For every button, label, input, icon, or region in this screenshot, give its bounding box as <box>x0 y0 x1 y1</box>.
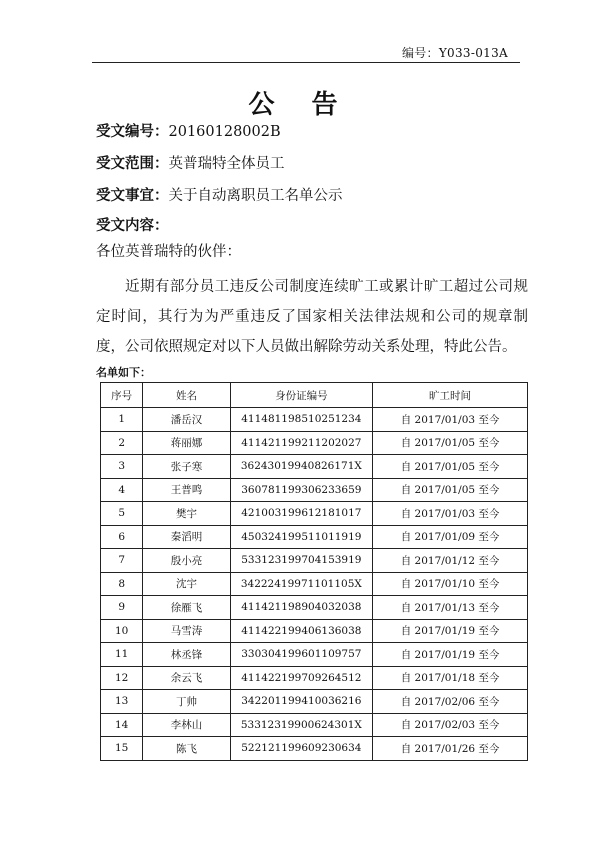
cell-absence-time: 自 2017/01/05 至今 <box>373 455 528 479</box>
cell-name: 马雪涛 <box>143 619 230 643</box>
cell-id-number: 522121199609230634 <box>230 737 373 761</box>
cell-index: 15 <box>101 737 143 761</box>
table-row <box>101 596 528 620</box>
field-content <box>96 214 169 235</box>
cell-name: 李林山 <box>143 713 230 737</box>
cell-absence-time: 自 2017/01/09 至今 <box>373 525 528 549</box>
table-row <box>101 408 528 432</box>
subject-value: 关于自动离职员工名单公示 <box>168 188 343 204</box>
cell-name: 蒋丽娜 <box>143 431 230 455</box>
cell-absence-time: 自 2017/01/03 至今 <box>373 502 528 526</box>
cell-index: 12 <box>101 666 143 690</box>
table-header-row <box>101 383 528 408</box>
cell-absence-time: 自 2017/01/05 至今 <box>373 431 528 455</box>
content-label: 受文内容： <box>96 217 169 234</box>
document-number: 编号：Y033-013A <box>401 46 508 60</box>
table-row <box>101 713 528 737</box>
cell-name: 林丞锋 <box>143 643 230 667</box>
doc-id-label: 受文编号： <box>96 123 169 140</box>
cell-id-number: 421003199612181017 <box>230 502 373 526</box>
cell-index: 5 <box>101 502 143 526</box>
cell-id-number: 411422199406136038 <box>230 619 373 643</box>
header-id-number: 身份证编号 <box>230 383 373 408</box>
table-row <box>101 572 528 596</box>
cell-name: 殷小亮 <box>143 549 230 573</box>
notice-title: 公 告 <box>248 90 352 120</box>
field-scope <box>96 152 285 173</box>
cell-id-number: 360781199306233659 <box>230 478 373 502</box>
header-index: 序号 <box>101 383 143 408</box>
cell-id-number: 450324199511011919 <box>230 525 373 549</box>
cell-absence-time: 自 2017/01/18 至今 <box>373 666 528 690</box>
cell-absence-time: 自 2017/01/19 至今 <box>373 643 528 667</box>
header-absence-time: 旷工时间 <box>373 383 528 408</box>
cell-id-number: 34222419971101105X <box>230 572 373 596</box>
cell-name: 余云飞 <box>143 666 230 690</box>
subject-label: 受文事宜： <box>96 187 169 204</box>
cell-index: 3 <box>101 455 143 479</box>
cell-id-number: 411422199709264512 <box>230 666 373 690</box>
cell-name: 沈宇 <box>143 572 230 596</box>
cell-id-number: 53312319900624301X <box>230 713 373 737</box>
table-body <box>101 408 528 761</box>
scope-label: 受文范围： <box>96 155 169 172</box>
table-row <box>101 737 528 761</box>
table-row <box>101 478 528 502</box>
cell-name: 樊宇 <box>143 502 230 526</box>
cell-index: 1 <box>101 408 143 432</box>
cell-absence-time: 自 2017/02/06 至今 <box>373 690 528 714</box>
cell-index: 6 <box>101 525 143 549</box>
cell-absence-time: 自 2017/01/26 至今 <box>373 737 528 761</box>
employee-table <box>100 382 528 761</box>
table-row <box>101 431 528 455</box>
cell-absence-time: 自 2017/01/05 至今 <box>373 478 528 502</box>
body-paragraph: 近期有部分员工违反公司制度连续旷工或累计旷工超过公司规定时间，其行为为严重违反了国家相关法律法规和公司的规章制度，公司依照规定对以下人员做出解除劳动关系处理，特此公告。 <box>96 279 528 355</box>
cell-name: 徐雁飞 <box>143 596 230 620</box>
cell-index: 8 <box>101 572 143 596</box>
scope-value: 英普瑞特全体员工 <box>168 156 285 172</box>
doc-id-value: 20160128002B <box>168 124 281 140</box>
header-name: 姓名 <box>143 383 230 408</box>
table-row <box>101 549 528 573</box>
field-subject <box>96 184 343 205</box>
cell-index: 2 <box>101 431 143 455</box>
table-row <box>101 643 528 667</box>
cell-name: 张子寒 <box>143 455 230 479</box>
cell-index: 13 <box>101 690 143 714</box>
table-row <box>101 690 528 714</box>
cell-name: 丁帅 <box>143 690 230 714</box>
greeting: 各位英普瑞特的伙伴： <box>96 244 241 260</box>
cell-id-number: 411421198904032038 <box>230 596 373 620</box>
cell-absence-time: 自 2017/01/10 至今 <box>373 572 528 596</box>
table-row <box>101 455 528 479</box>
table-row <box>101 525 528 549</box>
cell-absence-time: 自 2017/01/03 至今 <box>373 408 528 432</box>
field-doc-id <box>96 120 281 141</box>
cell-id-number: 411421199211202027 <box>230 431 373 455</box>
cell-index: 14 <box>101 713 143 737</box>
cell-id-number: 36243019940826171X <box>230 455 373 479</box>
cell-index: 10 <box>101 619 143 643</box>
table-row <box>101 619 528 643</box>
cell-absence-time: 自 2017/01/12 至今 <box>373 549 528 573</box>
cell-absence-time: 自 2017/01/13 至今 <box>373 596 528 620</box>
cell-id-number: 330304199601109757 <box>230 643 373 667</box>
cell-name: 秦滔明 <box>143 525 230 549</box>
cell-name: 陈飞 <box>143 737 230 761</box>
list-title: 名单如下： <box>96 366 151 379</box>
cell-id-number: 342201199410036216 <box>230 690 373 714</box>
cell-absence-time: 自 2017/02/03 至今 <box>373 713 528 737</box>
table-row <box>101 502 528 526</box>
header-rule <box>92 62 520 63</box>
cell-name: 王普鸣 <box>143 478 230 502</box>
table-row <box>101 666 528 690</box>
cell-index: 9 <box>101 596 143 620</box>
cell-name: 潘岳汉 <box>143 408 230 432</box>
cell-id-number: 533123199704153919 <box>230 549 373 573</box>
cell-absence-time: 自 2017/01/19 至今 <box>373 619 528 643</box>
cell-index: 4 <box>101 478 143 502</box>
cell-index: 7 <box>101 549 143 573</box>
cell-index: 11 <box>101 643 143 667</box>
cell-id-number: 411481198510251234 <box>230 408 373 432</box>
